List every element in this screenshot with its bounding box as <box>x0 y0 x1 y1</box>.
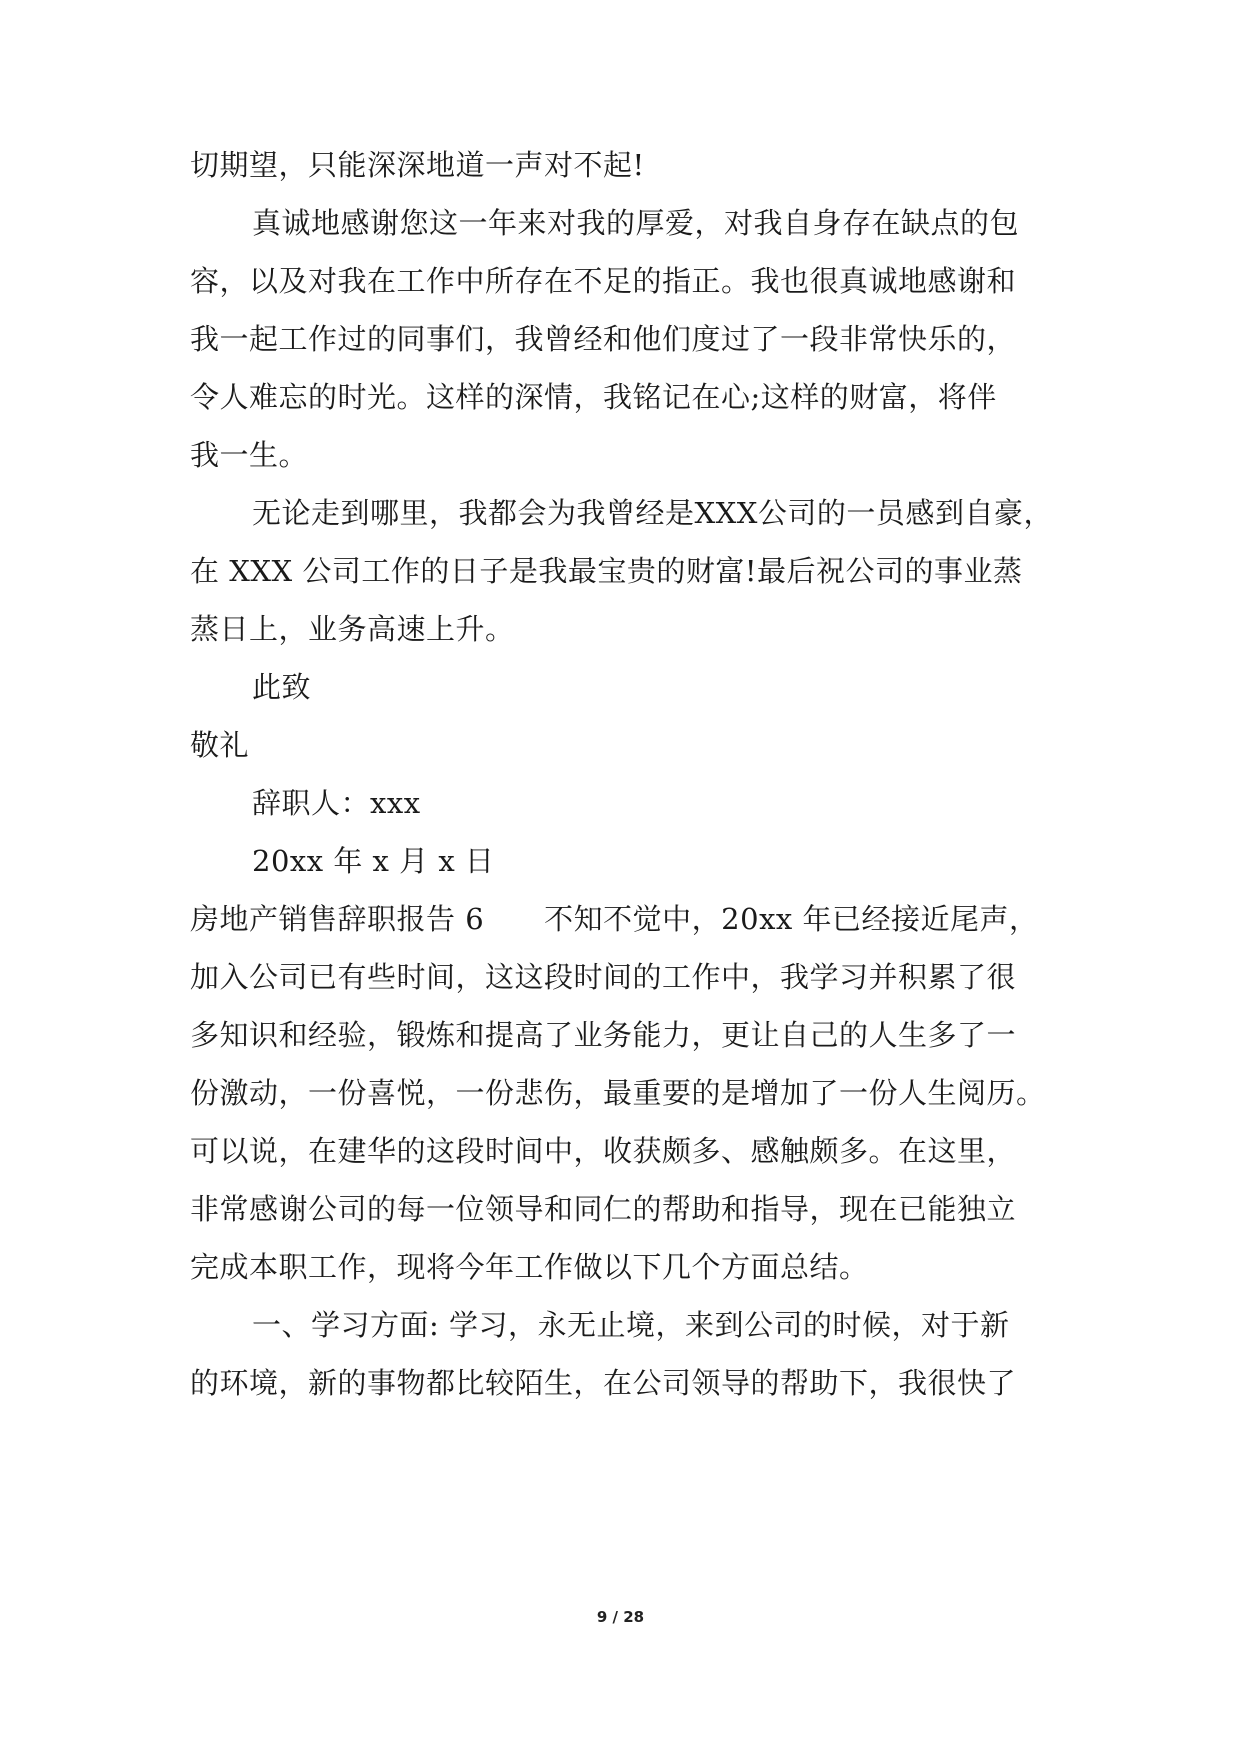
text-line: 份激动，一份喜悦，一份悲伤，最重要的是增加了一份人生阅历。 <box>190 1076 1046 1110</box>
text-line: 我一起工作过的同事们，我曾经和他们度过了一段非常快乐的， <box>190 322 1017 356</box>
paragraph-start-line: 无论走到哪里，我都会为我曾经是XXX公司的一员感到自豪， <box>252 496 1053 530</box>
text-line: 容，以及对我在工作中所存在不足的指正。我也很真诚地感谢和 <box>190 264 1017 298</box>
page-number: 9 / 28 <box>596 1608 645 1626</box>
text-line: 在 XXX 公司工作的日子是我最宝贵的财富!最后祝公司的事业蒸 <box>190 554 1023 588</box>
closing-regards: 敬礼 <box>190 728 250 762</box>
closing-salutation: 此致 <box>252 670 312 704</box>
text-line: 完成本职工作，现将今年工作做以下几个方面总结。 <box>190 1250 869 1284</box>
text-line: 可以说，在建华的这段时间中，收获颇多、感触颇多。在这里， <box>190 1134 1017 1168</box>
date-line: 20xx 年 x 月 x 日 <box>252 844 495 878</box>
section-first-sentence: 不知不觉中，20xx 年已经接近尾声， <box>544 902 1039 936</box>
text-line: 加入公司已有些时间，这这段时间的工作中，我学习并积累了很 <box>190 960 1017 994</box>
section-heading-line <box>190 899 1060 939</box>
section-heading: 房地产销售辞职报告 6 <box>190 902 485 936</box>
paragraph-start-line: 一、学习方面: 学习，永无止境，来到公司的时候，对于新 <box>252 1308 1010 1342</box>
signature-line: 辞职人：xxx <box>252 786 421 820</box>
paragraph-start-line: 真诚地感谢您这一年来对我的厚爱，对我自身存在缺点的包 <box>252 206 1020 240</box>
text-line: 多知识和经验，锻炼和提高了业务能力，更让自己的人生多了一 <box>190 1018 1017 1052</box>
text-line: 切期望，只能深深地道一声对不起! <box>190 148 645 182</box>
text-line: 蒸日上，业务高速上升。 <box>190 612 515 646</box>
text-line: 非常感谢公司的每一位领导和同仁的帮助和指导，现在已能独立 <box>190 1192 1017 1226</box>
text-line: 的环境，新的事物都比较陌生，在公司领导的帮助下，我很快了 <box>190 1366 1017 1400</box>
text-line: 我一生。 <box>190 438 309 472</box>
text-line: 令人难忘的时光。这样的深情，我铭记在心;这样的财富，将伴 <box>190 380 997 414</box>
